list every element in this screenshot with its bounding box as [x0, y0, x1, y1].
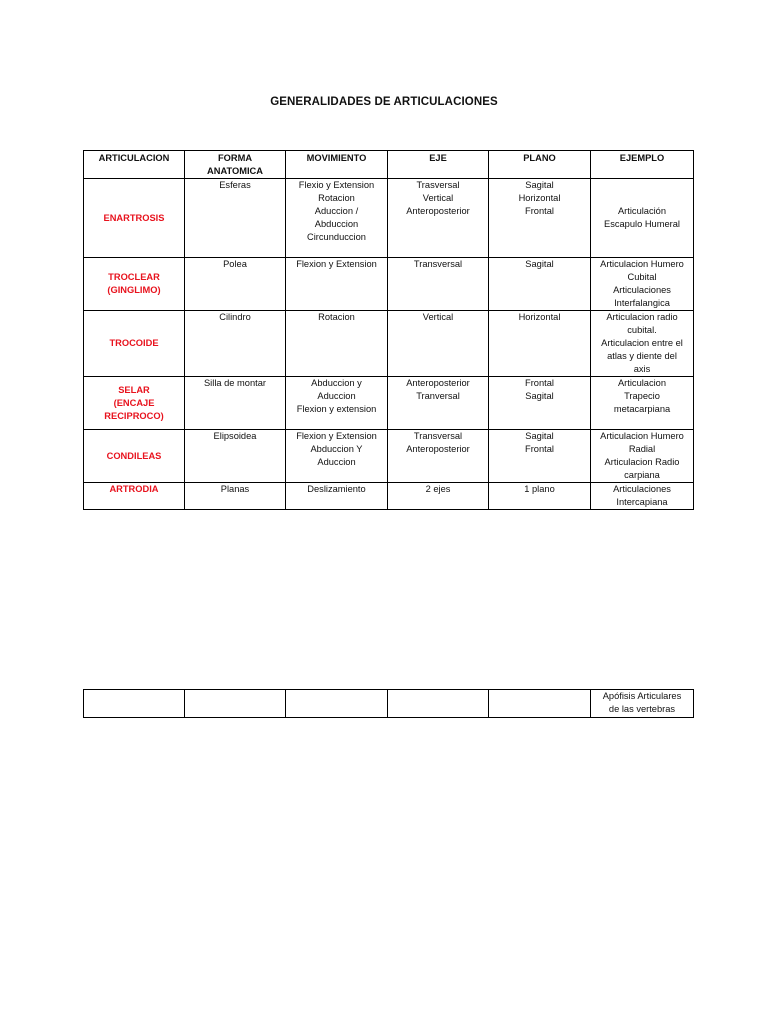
- table-header-row: [84, 151, 694, 179]
- ejemplo-cell: Articulacion Trapecio metacarpiana: [591, 377, 694, 430]
- plano-cell: 1 plano: [489, 483, 591, 510]
- header-movimiento: MOVIMIENTO: [286, 151, 388, 179]
- extra-table: [83, 689, 694, 718]
- table-row: [84, 311, 694, 377]
- movimiento-cell: Abduccion y Aduccion Flexion y extension: [286, 377, 388, 430]
- articulacion-cell: TROCLEAR (GINGLIMO): [84, 258, 185, 311]
- articulaciones-table: [83, 150, 694, 510]
- table-row: [84, 258, 694, 311]
- empty-cell: [84, 690, 185, 718]
- header-ejemplo: EJEMPLO: [591, 151, 694, 179]
- movimiento-cell: Rotacion: [286, 311, 388, 377]
- articulacion-cell: ENARTROSIS: [84, 179, 185, 258]
- eje-cell: Vertical: [388, 311, 489, 377]
- forma-cell: Silla de montar: [185, 377, 286, 430]
- forma-cell: Planas: [185, 483, 286, 510]
- ejemplo-cell: Apófisis Articulares de las vertebras: [591, 690, 694, 718]
- header-articulacion: ARTICULACION: [84, 151, 185, 179]
- table-row: [84, 483, 694, 510]
- plano-cell: Sagital Horizontal Frontal: [489, 179, 591, 258]
- eje-cell: Transversal Anteroposterior: [388, 430, 489, 483]
- empty-cell: [489, 690, 591, 718]
- ejemplo-cell: Articulacion radio cubital. Articulacion entre el atlas y diente del axis: [591, 311, 694, 377]
- eje-cell: Trasversal Vertical Anteroposterior: [388, 179, 489, 258]
- movimiento-cell: Flexio y Extension Rotacion Aduccion / Abduccion Circunduccion: [286, 179, 388, 258]
- table-row: [84, 430, 694, 483]
- articulacion-cell: TROCOIDE: [84, 311, 185, 377]
- forma-cell: Cilindro: [185, 311, 286, 377]
- articulacion-cell: CONDILEAS: [84, 430, 185, 483]
- movimiento-cell: Deslizamiento: [286, 483, 388, 510]
- plano-cell: Frontal Sagital: [489, 377, 591, 430]
- header-forma-anatomica: FORMA ANATOMICA: [185, 151, 286, 179]
- movimiento-cell: Flexion y Extension: [286, 258, 388, 311]
- header-eje: EJE: [388, 151, 489, 179]
- table-row: [84, 377, 694, 430]
- eje-cell: Anteroposterior Tranversal: [388, 377, 489, 430]
- table-row: [84, 179, 694, 258]
- ejemplo-cell: Articulacion Humero Cubital Articulaciones Interfalangica: [591, 258, 694, 311]
- ejemplo-cell: Articulacion Humero Radial Articulacion Radio carpiana: [591, 430, 694, 483]
- empty-cell: [185, 690, 286, 718]
- eje-cell: 2 ejes: [388, 483, 489, 510]
- articulacion-cell: SELAR (ENCAJE RECIPROCO): [84, 377, 185, 430]
- document-title: GENERALIDADES DE ARTICULACIONES: [270, 96, 498, 108]
- plano-cell: Sagital: [489, 258, 591, 311]
- articulacion-cell: ARTRODIA: [84, 483, 185, 510]
- ejemplo-cell: Articulaciones Intercapiana: [591, 483, 694, 510]
- header-plano: PLANO: [489, 151, 591, 179]
- table-row: [84, 690, 694, 718]
- ejemplo-cell: Articulación Escapulo Humeral: [591, 179, 694, 258]
- forma-cell: Polea: [185, 258, 286, 311]
- plano-cell: Sagital Frontal: [489, 430, 591, 483]
- eje-cell: Transversal: [388, 258, 489, 311]
- forma-cell: Elipsoidea: [185, 430, 286, 483]
- empty-cell: [388, 690, 489, 718]
- empty-cell: [286, 690, 388, 718]
- movimiento-cell: Flexion y Extension Abduccion Y Aduccion: [286, 430, 388, 483]
- plano-cell: Horizontal: [489, 311, 591, 377]
- forma-cell: Esferas: [185, 179, 286, 258]
